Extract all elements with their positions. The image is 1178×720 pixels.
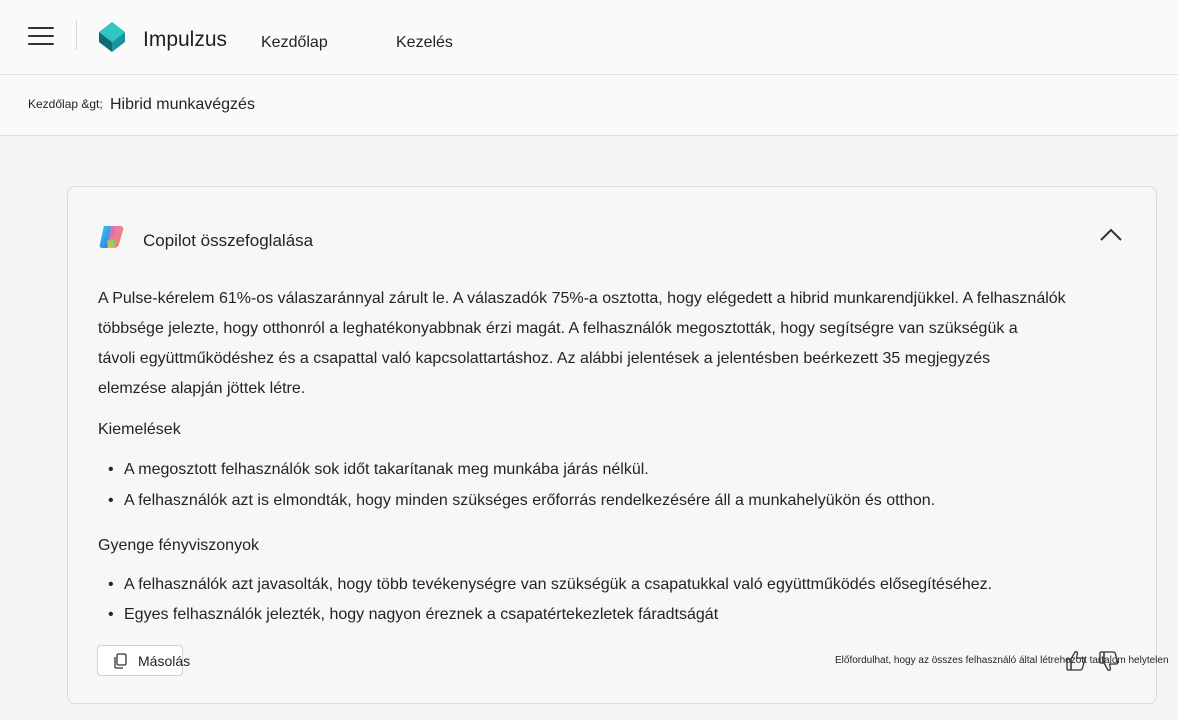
list-item-text: A megosztott felhasználók sok időt takarítanak meg munkába járás nélkül. [124, 461, 649, 478]
summary-line: többsége jelezte, hogy otthonról a leghatékonyabbnak érzi magát. A felhasználók megosztották, hogy segítségre van szükségük a [98, 320, 1018, 337]
copy-button-label: Másolás [138, 653, 191, 669]
top-bar [0, 0, 1178, 75]
list-item: • A felhasználók azt is elmondták, hogy minden szükséges erőforrás rendelkezésére áll a munkahelyükön és otthon. [108, 492, 936, 509]
divider [76, 20, 77, 50]
app-title: Impulzus [143, 28, 228, 51]
impulzus-logo [95, 20, 129, 54]
thumbs-up-icon[interactable] [1065, 649, 1087, 673]
card-title: Copilot összefoglalása [143, 231, 314, 250]
summary-text [98, 284, 1098, 404]
list-item: • Egyes felhasználók jelezték, hogy nagyon éreznek a csapatértekezletek fáradtságát [108, 606, 719, 623]
breadcrumb [0, 75, 1178, 136]
nav-manage[interactable]: Kezelés [396, 34, 453, 51]
copilot-icon [98, 223, 126, 251]
breadcrumb-current: Hibrid munkavégzés [110, 96, 255, 113]
copy-icon [113, 653, 127, 669]
thumbs-down-icon[interactable] [1098, 649, 1120, 673]
summary-line: elemzése alapján jöttek létre. [98, 380, 306, 397]
copilot-summary-card [67, 186, 1169, 704]
weaknesses-heading: Gyenge fényviszonyok [98, 537, 259, 554]
summary-line: A Pulse-kérelem 61%-os válaszaránnyal zárult le. A válaszadók 75%-a osztotta, hogy elégedett a hibrid munkarendjükkel. A felhasználók [98, 290, 1066, 307]
hamburger-menu-icon[interactable] [28, 25, 54, 47]
ai-disclaimer: Előfordulhat, hogy az összes felhasználó által létrehozott tartalom helytelen [835, 655, 1169, 666]
list-item-text: A felhasználók azt is elmondták, hogy minden szükséges erőforrás rendelkezésére áll a munkahelyükön és otthon. [124, 492, 936, 509]
list-item: • A felhasználók azt javasolták, hogy több tevékenységre van szükségük a csapatukkal való együttműködés elősegítéséhez. [108, 576, 993, 593]
copy-button[interactable] [97, 645, 191, 676]
highlights-heading: Kiemelések [98, 421, 181, 438]
list-item: • A megosztott felhasználók sok időt takarítanak meg munkába járás nélkül. [108, 461, 649, 478]
list-item-text: Egyes felhasználók jelezték, hogy nagyon éreznek a csapatértekezletek fáradtságát [124, 606, 719, 623]
nav-home[interactable]: Kezdőlap [261, 34, 328, 51]
breadcrumb-home-link[interactable]: Kezdőlap &gt; [28, 97, 103, 111]
summary-line: távoli együttműködéshez és a csapattal való kapcsolattartáshoz. Az alábbi jelentések a jelentésben beérkezett 35 megjegyzés [98, 350, 991, 367]
chevron-up-icon[interactable] [1098, 225, 1124, 245]
list-item-text: A felhasználók azt javasolták, hogy több tevékenységre van szükségük a csapatukkal való együttműködés elősegítéséhez. [124, 576, 993, 593]
